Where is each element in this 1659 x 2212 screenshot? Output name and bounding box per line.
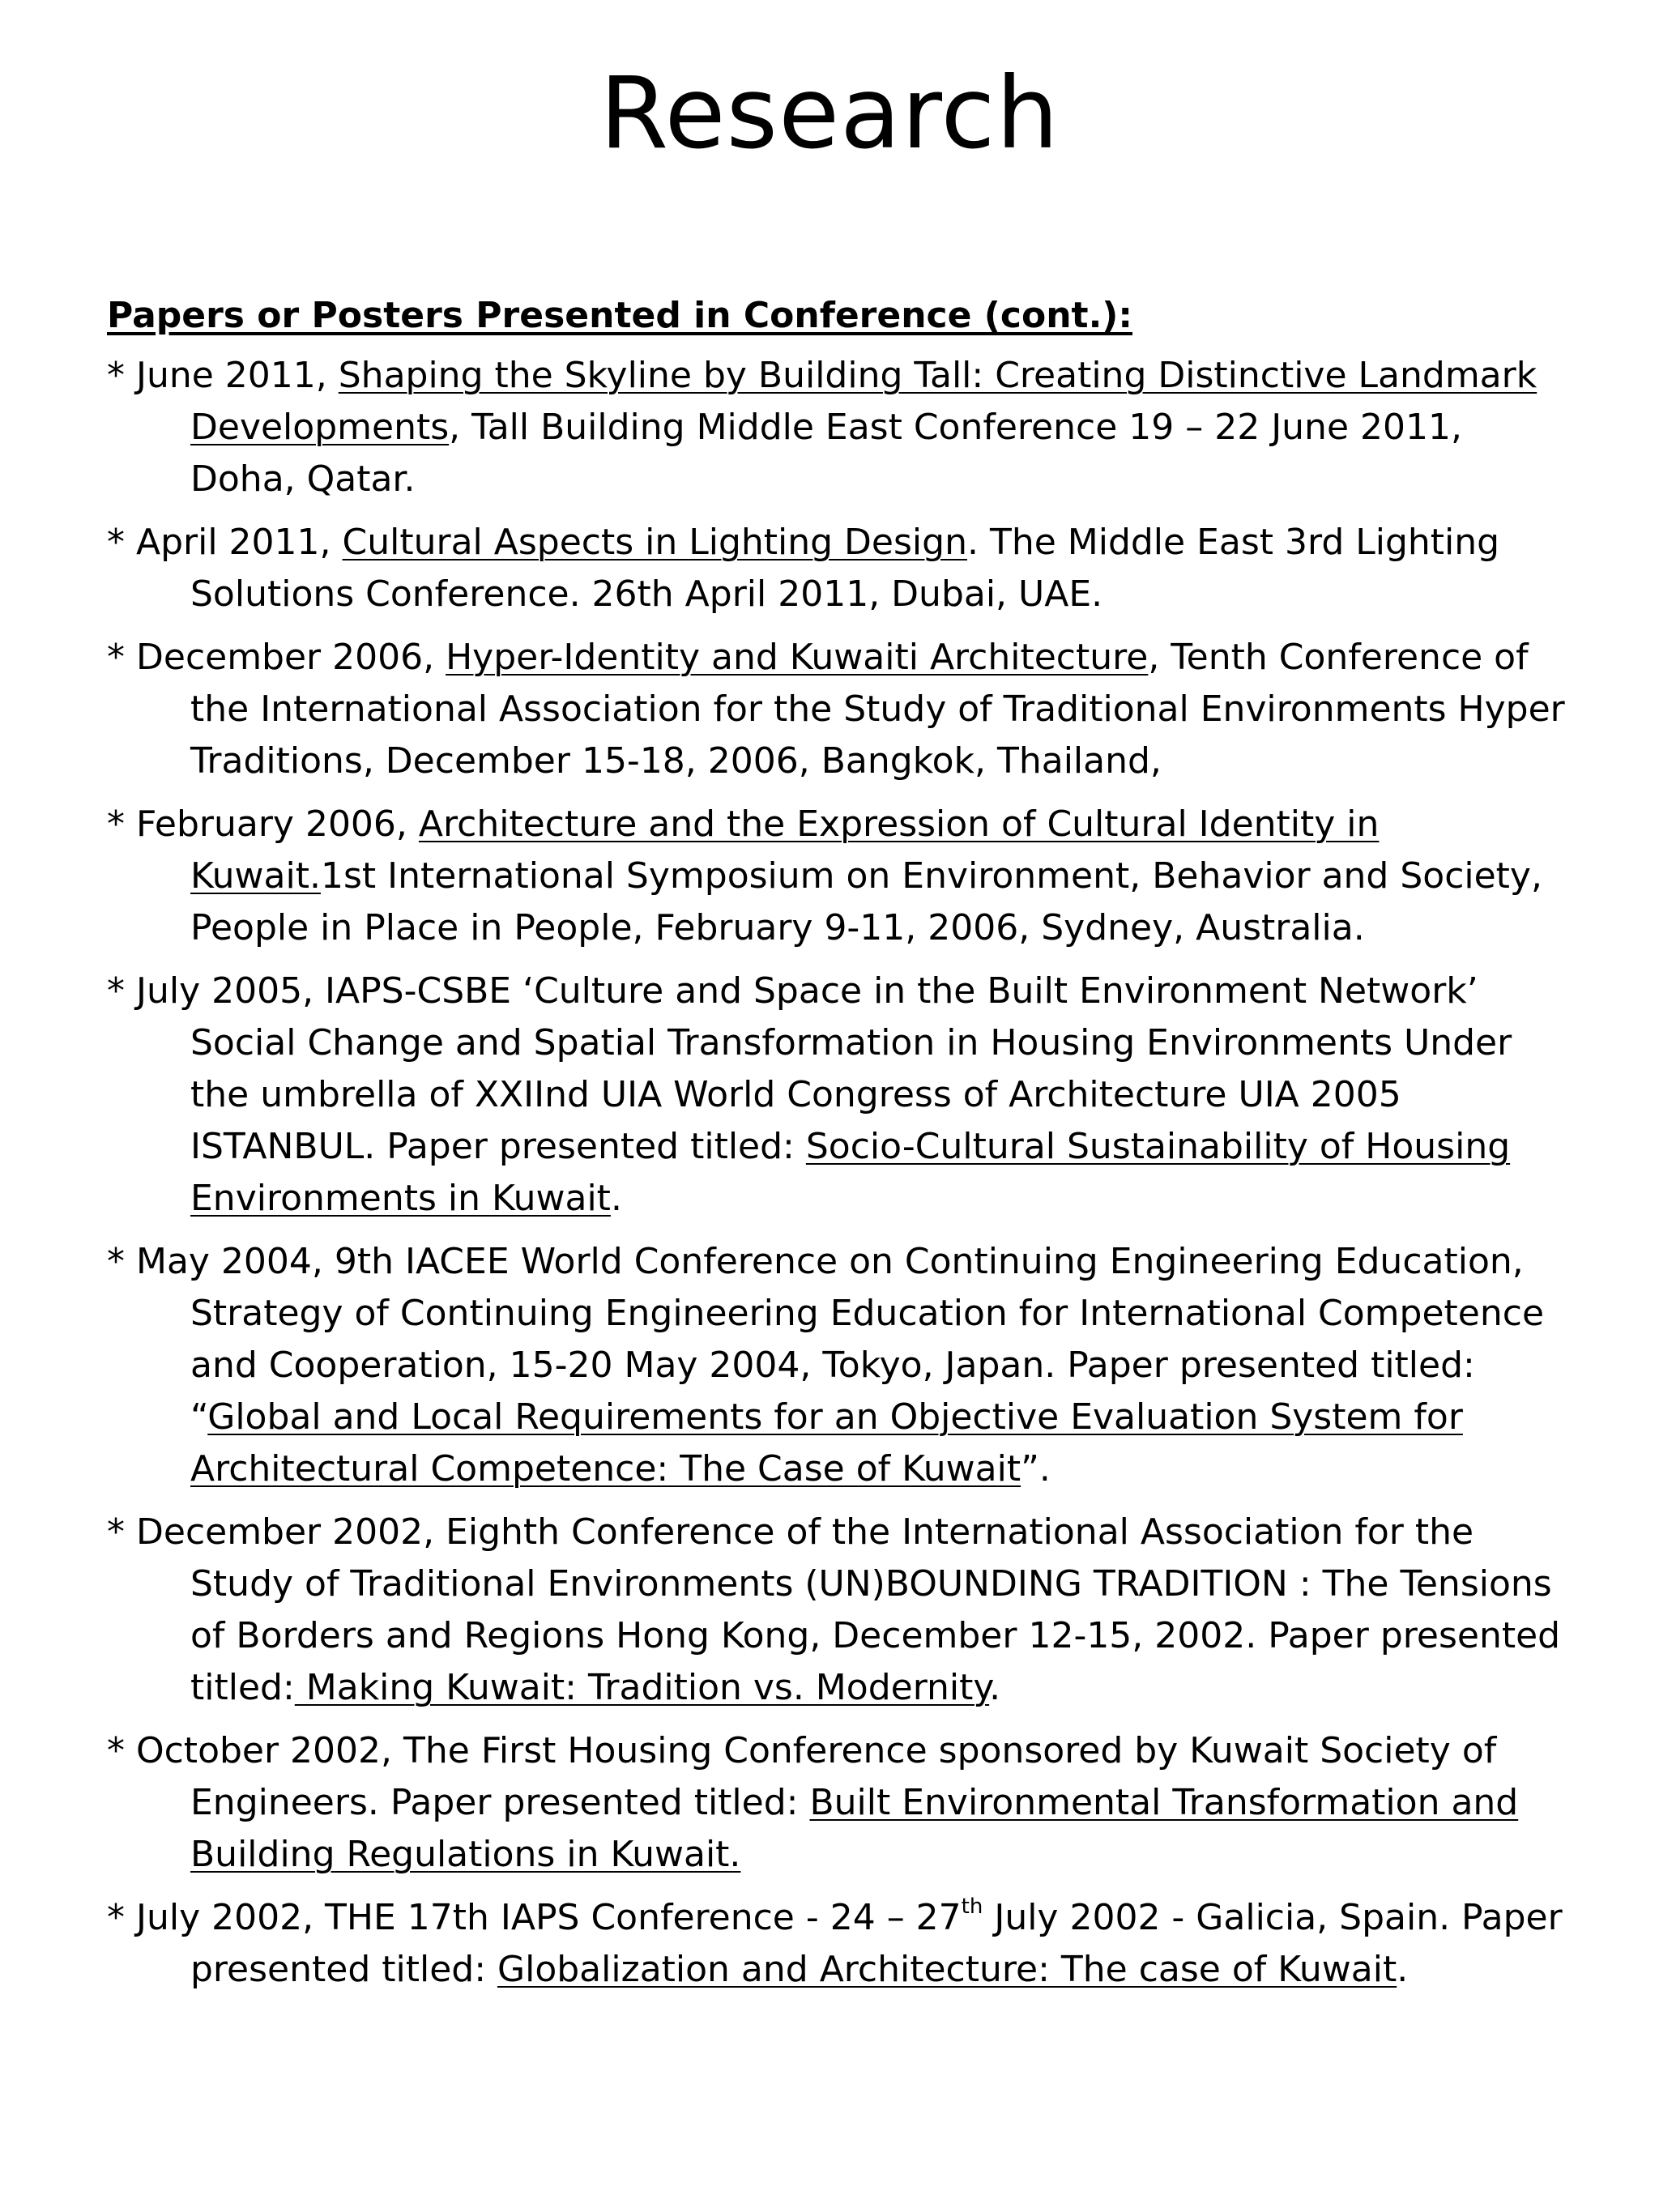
superscript-text: th (961, 1894, 983, 1919)
conference-entry (107, 1236, 1565, 1495)
entry-text: * April 2011, (107, 522, 343, 563)
paper-title: Architecture and the Expression of Cultural Identity in Kuwait. (190, 803, 1380, 897)
entry-text: * December 2006, (107, 637, 446, 678)
entry-text: * July 2002, THE 17th IAPS Conference - 24 – 27 (107, 1897, 962, 1938)
entry-text: 1st International Symposium on Environment, Behavior and Society, People in Place in People, February 9-11, 2006, Sydney, Australia. (190, 855, 1542, 948)
conference-entry (107, 1892, 1565, 1996)
paper-title: Hyper-Identity and Kuwaiti Architecture (446, 637, 1149, 678)
conference-entry (107, 965, 1565, 1225)
conference-entry (107, 632, 1565, 787)
conference-entry (107, 517, 1565, 620)
paper-title: Global and Local Requirements for an Objective Evaluation System for Architectural Competence: The Case of Kuwait (190, 1396, 1463, 1490)
entry-text: * October 2002, The First Housing Conference sponsored by Kuwait Society of Engineers. Paper presented titled: (107, 1730, 1497, 1823)
entry-text: * February 2006, (107, 803, 419, 845)
paper-title: Making Kuwait: Tradition vs. Modernity (294, 1667, 990, 1708)
page-title: Research (599, 56, 1060, 171)
entry-text: , Tall Building Middle East Conference 19 – 22 June 2011, Doha, Qatar. (190, 407, 1462, 500)
conference-entry (107, 1725, 1565, 1881)
document-body (107, 290, 1565, 2007)
entry-text: * July 2005, IAPS-CSBE ‘Culture and Space in the Built Environment Network’ Social Change and Spatial Transformation in Housing Environments Under the umbrella of XXIInd UIA World Congress of Architecture UIA 2005 ISTANBUL. Paper presented titled: (107, 970, 1512, 1167)
entry-list (107, 350, 1565, 1996)
conference-entry (107, 350, 1565, 505)
entry-text: . The Middle East 3rd Lighting Solutions Conference. 26th April 2011, Dubai, UAE. (190, 522, 1500, 615)
entry-text: , Tenth Conference of the International Association for the Study of Traditional Environments Hyper Traditions, December 15-18, 2006, Bangkok, Thailand, (190, 637, 1565, 782)
entry-text: . (610, 1178, 622, 1219)
entry-text: . (989, 1667, 1001, 1708)
entry-text: July 2002 - Galicia, Spain. Paper presented titled: (190, 1897, 1563, 1990)
entry-text: . (1397, 1949, 1409, 1990)
entry-text: ”. (1021, 1448, 1051, 1490)
entry-text: * December 2002, Eighth Conference of the International Association for the Study of Traditional Environments (UN)BOUNDING TRADITION : The Tensions of Borders and Regions Hong Kong, December 12-15, 2002. Paper presented titled: (107, 1511, 1561, 1708)
conference-entry (107, 1507, 1565, 1714)
paper-title: Shaping the Skyline by Building Tall: Creating Distinctive Landmark Developments (190, 355, 1537, 448)
paper-title: Cultural Aspects in Lighting Design (342, 522, 967, 563)
paper-title: Socio-Cultural Sustainability of Housing Environments in Kuwait (190, 1126, 1511, 1219)
paper-title: Built Environmental Transformation and Building Regulations in Kuwait. (190, 1782, 1519, 1875)
section-heading: Papers or Posters Presented in Conference (cont.): (107, 295, 1132, 336)
paper-title: Globalization and Architecture: The case of Kuwait (497, 1949, 1397, 1990)
entry-text: * June 2011, (107, 355, 339, 396)
conference-entry (107, 799, 1565, 954)
entry-text: * May 2004, 9th IACEE World Conference on Continuing Engineering Education, Strategy of Continuing Engineering Education for International Competence and Cooperation, 15-20 May 2004, Tokyo, Japan. Paper presented titled: “ (107, 1241, 1545, 1438)
